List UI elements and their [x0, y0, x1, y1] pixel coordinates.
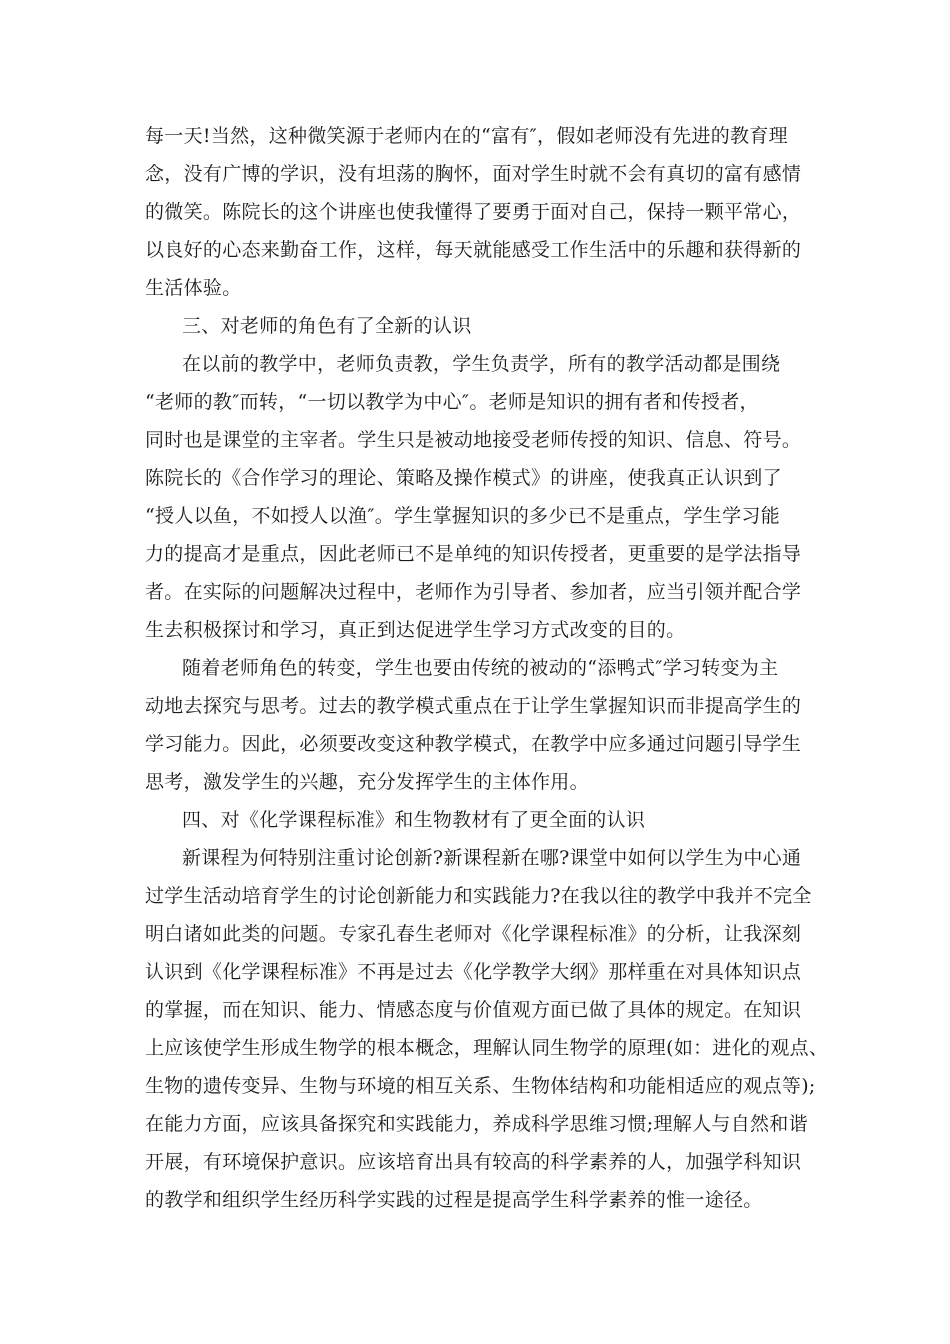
- text-line: 陈院长的《合作学习的理论、策略及操作模式》的讲座，使我真正认识到了: [145, 467, 782, 489]
- text-line: 上应该使学生形成生物学的根本概念，理解认同生物学的原理(如：进化的观点、: [145, 1037, 829, 1059]
- text-line: “老师的教″而转，“一切以教学为中心″。老师是知识的拥有者和传授者，: [145, 391, 759, 413]
- text-line: 的教学和组织学生经历科学实践的过程是提高学生科学素养的惟一途径。: [145, 1189, 763, 1211]
- section-heading: 四、对《化学课程标准》和生物教材有了更全面的认识: [182, 809, 646, 831]
- text-line: 动地去探究与思考。过去的教学模式重点在于让学生掌握知识而非提高学生的: [145, 695, 802, 717]
- text-line: 的掌握，而在知识、能力、情感态度与价值观方面已做了具体的规定。在知识: [145, 999, 802, 1021]
- text-line: 者。在实际的问题解决过程中，老师作为引导者、参加者，应当引领并配合学: [145, 581, 802, 603]
- text-line: 生活体验。: [145, 277, 242, 299]
- text-line: 以良好的心态来勤奋工作，这样，每天就能感受工作生活中的乐趣和获得新的: [145, 239, 802, 261]
- text-line: 力的提高才是重点，因此老师已不是单纯的知识传授者，更重要的是学法指导: [145, 543, 802, 565]
- text-line: 开展，有环境保护意识。应该培育出具有较高的科学素养的人，加强学科知识: [145, 1151, 802, 1173]
- text-line: 念，没有广博的学识，没有坦荡的胸怀，面对学生时就不会有真切的富有感情: [145, 163, 802, 185]
- text-line: 过学生活动培育学生的讨论创新能力和实践能力?在我以往的教学中我并不完全: [145, 885, 812, 907]
- text-line: 明白诸如此类的问题。专家孔春生老师对《化学课程标准》的分析，让我深刻: [145, 923, 802, 945]
- text-line: 生去积极探讨和学习，真正到达促进学生学习方式改变的目的。: [145, 619, 686, 641]
- text-line: 认识到《化学课程标准》不再是过去《化学教学大纲》那样重在对具体知识点: [145, 961, 802, 983]
- text-line: 在能力方面，应该具备探究和实践能力，养成科学思维习惯;理解人与自然和谐: [145, 1113, 808, 1135]
- section-heading: 三、对老师的角色有了全新的认识: [182, 315, 472, 337]
- text-line: 学习能力。因此，必须要改变这种教学模式，在教学中应多通过问题引导学生: [145, 733, 802, 755]
- paragraph-start: 在以前的教学中，老师负责教，学生负责学，所有的教学活动都是围绕: [182, 353, 781, 375]
- text-line: 的微笑。陈院长的这个讲座也使我懂得了要勇于面对自己，保持一颗平常心，: [145, 201, 802, 223]
- text-line: 生物的遗传变异、生物与环境的相互关系、生物体结构和功能相适应的观点等);: [145, 1075, 816, 1097]
- paragraph-start: 随着老师角色的转变，学生也要由传统的被动的“添鸭式″学习转变为主: [182, 657, 779, 679]
- text-line: 思考，激发学生的兴趣，充分发挥学生的主体作用。: [145, 771, 589, 793]
- text-line: 每一天!当然，这种微笑源于老师内在的“富有″，假如老师没有先进的教育理: [145, 125, 788, 147]
- paragraph-start: 新课程为何特别注重讨论创新?新课程新在哪?课堂中如何以学生为中心通: [182, 847, 802, 869]
- text-line: 同时也是课堂的主宰者。学生只是被动地接受老师传授的知识、信息、符号。: [145, 429, 802, 451]
- text-line: “授人以鱼，不如授人以渔″。学生掌握知识的多少已不是重点，学生学习能: [145, 505, 781, 527]
